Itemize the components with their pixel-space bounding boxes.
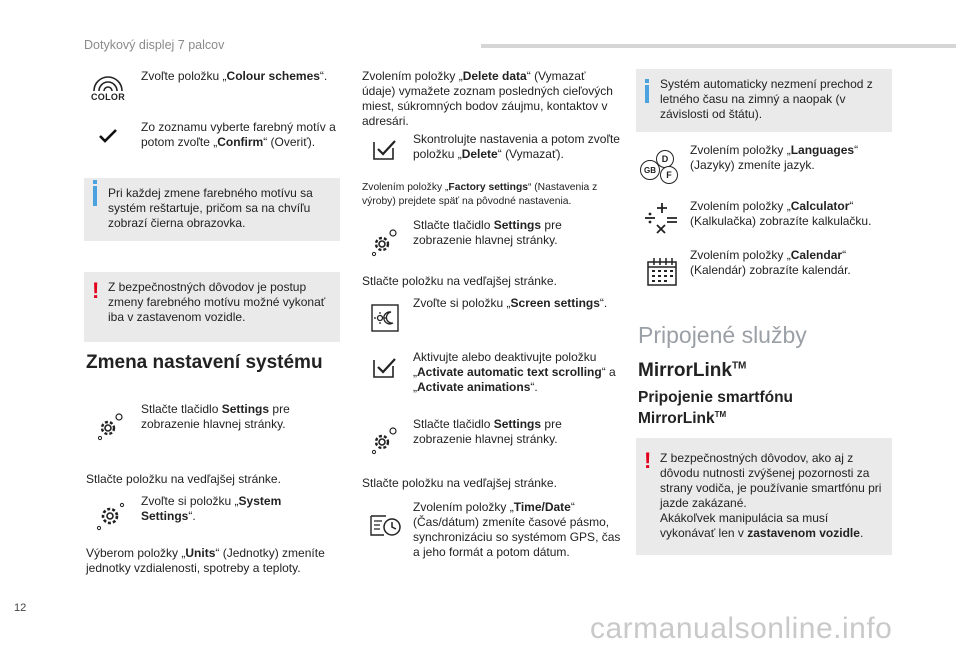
calculator-icon [642,200,680,236]
confirm-box-icon [372,136,398,162]
time-date-text: Zvolením položky „Time/Date“ (Čas/dátum) zmeníte časové pásmo, synchronizáciu so systémom GPS, čas a jeho formát a potom dátum. [413,500,621,559]
warning-icon-2: ! [644,448,652,473]
side-page-text-3: Stlačte položku na vedľajšej stránke. [362,476,557,490]
settings-icon-2 [368,226,400,258]
mirrorlink-title: MirrorLink™ [638,360,747,381]
warning-box-2 [636,438,892,555]
lang-f: F [660,166,678,184]
page-header: Dotykový displej 7 palcov [84,38,225,52]
colour-icon [86,72,130,106]
activate-scrolling-text: Aktivujte alebo deaktivujte položku „Activate automatic text scrolling“ a „Activate animations“. [413,350,616,394]
section-title-system: Zmena nastavení systému [86,352,323,373]
system-settings-icon [94,500,126,532]
warning-icon: ! [92,278,100,303]
screen-settings-icon [370,303,400,333]
calculator-text: Zvolením položky „Calculator“ (Kalkulačka) zobrazíte kalkulačku. [690,199,872,228]
side-page-text-2: Stlačte položku na vedľajšej stránke. [362,274,557,288]
section-title-connected: Pripojené služby [638,322,807,348]
warning-text-2: Z bezpečnostných dôvodov, ako aj z dôvodu nutnosti zvýšenej pozornosti za strany vodiča, je používanie smartfónu pri jazde zakázané. Akákoľvek manipulácia sa musí vykonávať len v zastavenom vozidle. [660,451,882,540]
info-text-2: Systém automaticky nezmení prechod z letného času na zimný a naopak (v závislosti od štátu). [660,77,873,121]
mirrorlink-subtitle: Pripojenie smartfónu MirrorLink™ [638,389,794,428]
warning-text: Z bezpečnostných dôvodov je postup zmeny farebného motívu možné vykonať iba v zastavenom vozidle. [108,280,326,324]
lang-d: D [656,150,674,168]
info-icon-2 [645,85,649,103]
units-text: Výberom položky „Units“ (Jednotky) zmeníte jednotky vzdialenosti, spotreby a teploty. [86,546,325,575]
info-box [84,178,340,241]
header-rule [481,44,956,48]
settings-text: Stlačte tlačidlo Settings pre zobrazenie hlavnej stránky. [141,402,290,431]
settings-text-2: Stlačte tlačidlo Settings pre zobrazenie hlavnej stránky. [413,218,562,247]
system-settings-text: Zvoľte si položku „System Settings“. [141,494,282,523]
info-box-2 [636,69,892,132]
languages-icon [640,150,682,184]
settings-text-3: Stlačte tlačidlo Settings pre zobrazenie hlavnej stránky. [413,417,562,446]
calendar-text: Zvolením položky „Calendar“ (Kalendár) zobrazíte kalendár. [690,248,851,277]
lang-gb: GB [640,160,660,180]
check-delete-text: Skontrolujte nastavenia a potom zvoľte položku „Delete“ (Vymazať). [413,132,620,161]
colour-icon-label: COLOR [91,92,125,102]
info-text: Pri každej zmene farebného motívu sa systém reštartuje, pričom sa na chvíľu zobrazí čierna obrazovka. [108,186,313,230]
watermark: carmanualsonline.info [590,612,893,645]
delete-data-text: Zvolením položky „Delete data“ (Vymazať údaje) vymažete zoznam posledných cieľových miest, súkromných bodov záujmu, kontaktov v adresári. [362,69,613,128]
page-number: 12 [14,602,27,614]
colour-schemes-text: Zvoľte položku „Colour schemes“. [141,69,328,83]
side-page-text: Stlačte položku na vedľajšej stránke. [86,472,281,486]
confirm-box-icon-2 [372,354,398,380]
time-date-icon [370,512,402,542]
confirm-text: Zo zoznamu vyberte farebný motív a potom zvoľte „Confirm“ (Overiť). [141,120,336,149]
settings-icon [94,410,126,442]
checkmark-icon [96,124,120,148]
info-icon [93,186,97,206]
screen-settings-text: Zvoľte si položku „Screen settings“. [413,296,608,310]
calendar-icon [645,256,679,288]
languages-text: Zvolením položky „Languages“ (Jazyky) zmeníte jazyk. [690,143,859,172]
settings-icon-3 [368,424,400,456]
warning-box [84,272,340,342]
factory-settings-text: Zvolením položky „Factory settings“ (Nastavenia z výroby) prejdete späť na pôvodné nastavenia. [362,182,598,207]
